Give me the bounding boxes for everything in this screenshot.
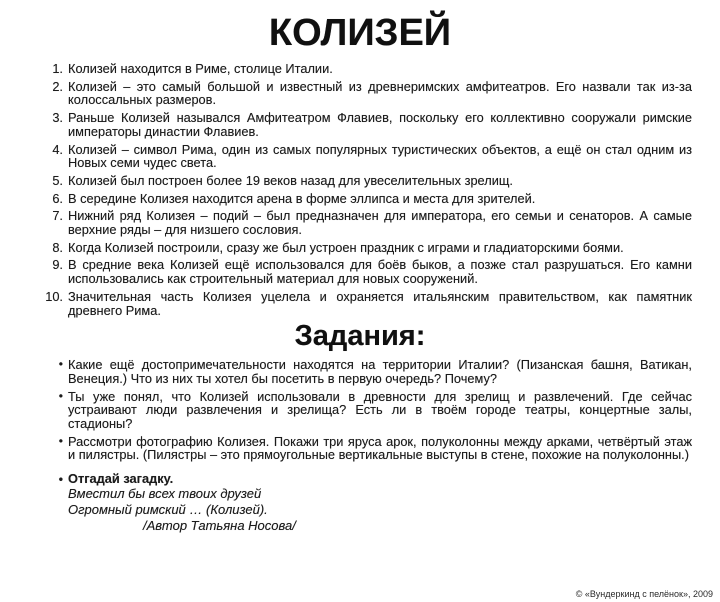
fact-item	[40, 241, 692, 255]
riddle-label-row	[40, 472, 692, 486]
task-item	[40, 358, 692, 385]
riddle-section	[40, 472, 692, 534]
task-text: Рассмотри фотографию Колизея. Покажи три яруса арок, полуколонны между арками, четвёртый этаж и пилястры. (Пилястры – это прямоугольные вертикальные выступы в стене, похожие на полуколонны.)	[68, 433, 692, 463]
page-title: КОЛИЗЕЙ	[268, 12, 452, 54]
fact-number: 7.	[52, 208, 63, 224]
fact-number: 3.	[52, 110, 63, 126]
fact-text: Нижний ряд Колизея – подий – был предназначен для императора, его семьи и сенаторов. А самые верхние ряды – для низшего сословия.	[68, 208, 692, 238]
riddle-author: /Автор Татьяна Носова/	[143, 518, 296, 534]
fact-item	[40, 290, 692, 317]
fact-number: 5.	[52, 172, 63, 188]
bullet-icon: •	[58, 357, 63, 372]
fact-text: Колизей – символ Рима, один из самых популярных туристических объектов, а ещё он стал одним из Новых семи чудес света.	[68, 141, 692, 171]
fact-item	[40, 209, 692, 236]
bullet-icon: •	[58, 388, 63, 403]
task-item	[40, 390, 692, 431]
riddle-lines	[68, 486, 692, 534]
tasks-list	[40, 358, 692, 462]
fact-text: Колизей был построен более 19 веков назад для увеселительных зрелищ.	[68, 172, 513, 188]
fact-item	[40, 143, 692, 170]
fact-item	[40, 174, 692, 188]
fact-text: Колизей находится в Риме, столице Италии.	[68, 61, 333, 76]
fact-number: 2.	[52, 78, 63, 94]
riddle-label: Отгадай загадку.	[68, 471, 174, 487]
fact-number: 6.	[52, 190, 63, 206]
fact-number: 8.	[52, 239, 63, 255]
task-text: Ты уже понял, что Колизей использовали в древности для зрелищ и развлечений. Где сейчас устраивают люди развлечения и зрелища? Есть ли в твоём городе театры, концертные залы, стадионы?	[68, 388, 692, 432]
fact-text: В середине Колизея находится арена в форме эллипса и места для зрителей.	[68, 190, 536, 206]
fact-number: 1.	[52, 61, 63, 76]
fact-text: Колизей – это самый большой и известный из древнеримских амфитеатров. Его назвали так из-за колоссальных размеров.	[68, 78, 692, 108]
fact-item	[40, 62, 692, 76]
fact-item	[40, 111, 692, 138]
task-item	[40, 435, 692, 462]
fact-text: Раньше Колизей назывался Амфитеатром Флавиев, поскольку его коллективно сооружали римские императоры династии Флавиев.	[68, 110, 692, 139]
fact-text: Когда Колизей построили, сразу же был устроен праздник с играми и гладиаторскими боями.	[68, 239, 624, 255]
facts-list	[40, 62, 692, 317]
fact-number: 9.	[52, 257, 63, 273]
fact-text: Значительная часть Колизея уцелела и охраняется итальянским правительством, как памятник древнего Рима.	[68, 288, 692, 318]
bullet-icon: •	[58, 433, 63, 448]
fact-item	[40, 258, 692, 285]
fact-item	[40, 80, 692, 107]
footer-copyright: © «Вундеркинд с пелёнок», 2009	[575, 589, 713, 599]
task-text: Какие ещё достопримечательности находятся на территории Италии? (Пизанская башня, Ватикан, Венеция.) Что из них ты хотел бы посетить в первую очередь? Почему?	[68, 357, 692, 386]
fact-number: 10.	[45, 288, 63, 304]
fact-number: 4.	[52, 141, 63, 157]
fact-item	[40, 192, 692, 206]
bullet-icon: •	[58, 472, 63, 487]
riddle-line: Огромный римский … (Колизей).	[68, 502, 268, 518]
tasks-heading: Задания:	[294, 320, 426, 353]
fact-text: В средние века Колизей ещё использовался для боёв быков, а позже стал разрушаться. Его камни использовались как строительный материал для новых сооружений.	[68, 257, 692, 287]
riddle-line: Вместил бы всех твоих друзей	[68, 486, 262, 502]
